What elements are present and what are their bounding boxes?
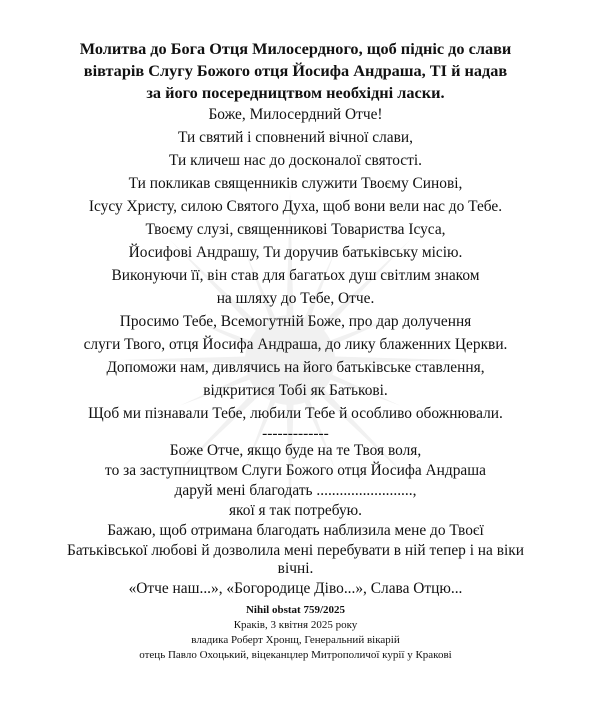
prayer-line: Просимо Тебе, Всемогутній Боже, про дар долучення bbox=[119, 313, 472, 330]
vicar-signature: владика Роберт Хронщ, Генеральний вікарій bbox=[191, 634, 400, 646]
prayer-line: Бажаю, щоб отримана благодать наблизила мене до Твоєї bbox=[107, 522, 484, 539]
place-date: Краків, 3 квітня 2025 року bbox=[233, 619, 358, 631]
prayer-line: Щоб ми пізнавали Тебе, любили Тебе й особливо обожнювали. bbox=[88, 405, 503, 422]
approval-footer bbox=[0, 603, 591, 663]
prayer-line: Виконуючи її, він став для багатьох душ світлим знаком bbox=[111, 267, 480, 284]
title-line: вівтарів Слугу Божого отця Йосифа Андраша, ТІ й надав bbox=[83, 61, 508, 80]
prayer-line: вічні. bbox=[277, 560, 314, 577]
closing-prayers-line: «Отче наш...», «Богородице Діво...», Слава Отцю... bbox=[128, 580, 463, 597]
title-line: Молитва до Бога Отця Милосердного, щоб підніс до слави bbox=[79, 39, 512, 58]
prayer-line: Ісусу Христу, силою Святого Духа, щоб вони вели нас до Тебе. bbox=[88, 198, 503, 215]
prayer-line: відкритися Тобі як Батькові. bbox=[203, 382, 388, 399]
prayer-line: Ти покликав священників служити Твоєму Синові, bbox=[128, 175, 463, 192]
prayer-line: слуги Твого, отця Йосифа Андраша, до лику блаженних Церкви. bbox=[83, 336, 508, 353]
chancellor-signature: отець Павло Охоцький, віцеканцлер Митрополичої курії у Кракові bbox=[139, 649, 452, 661]
title-line: за його посередництвом необхідні ласки. bbox=[146, 83, 445, 102]
prayer-line: якої я так потребую. bbox=[228, 502, 363, 519]
prayer-line: Боже, Милосердний Отче! bbox=[208, 106, 383, 123]
prayer-title bbox=[0, 38, 591, 104]
prayer-line: Боже Отче, якщо буде на те Твоя воля, bbox=[169, 442, 422, 459]
prayer-line: Твоєму слузі, священникові Товариства Ісуса, bbox=[145, 221, 446, 238]
prayer-line: даруй мені благодать ........................., bbox=[174, 482, 417, 499]
prayer-line: то за заступництвом Слуги Божого отця Йосифа Андраша bbox=[105, 462, 486, 479]
prayer-line: Ти святий і сповнений вічної слави, bbox=[178, 129, 413, 146]
prayer-line: Допоможи нам, дивлячись на його батьківське ставлення, bbox=[106, 359, 485, 376]
section-divider: ------------- bbox=[262, 425, 329, 442]
nihil-obstat: Nihil obstat 759/2025 bbox=[245, 604, 345, 616]
prayer-line: Йосифові Андрашу, Ти доручив батьківську місію. bbox=[128, 244, 463, 261]
prayer-line: на шляху до Тебе, Отче. bbox=[216, 290, 375, 307]
prayer-line: Ти кличеш нас до досконалої святості. bbox=[169, 152, 422, 169]
prayer-line: Батьківської любові й дозволила мені перебувати в ній тепер і на віки bbox=[67, 542, 524, 559]
